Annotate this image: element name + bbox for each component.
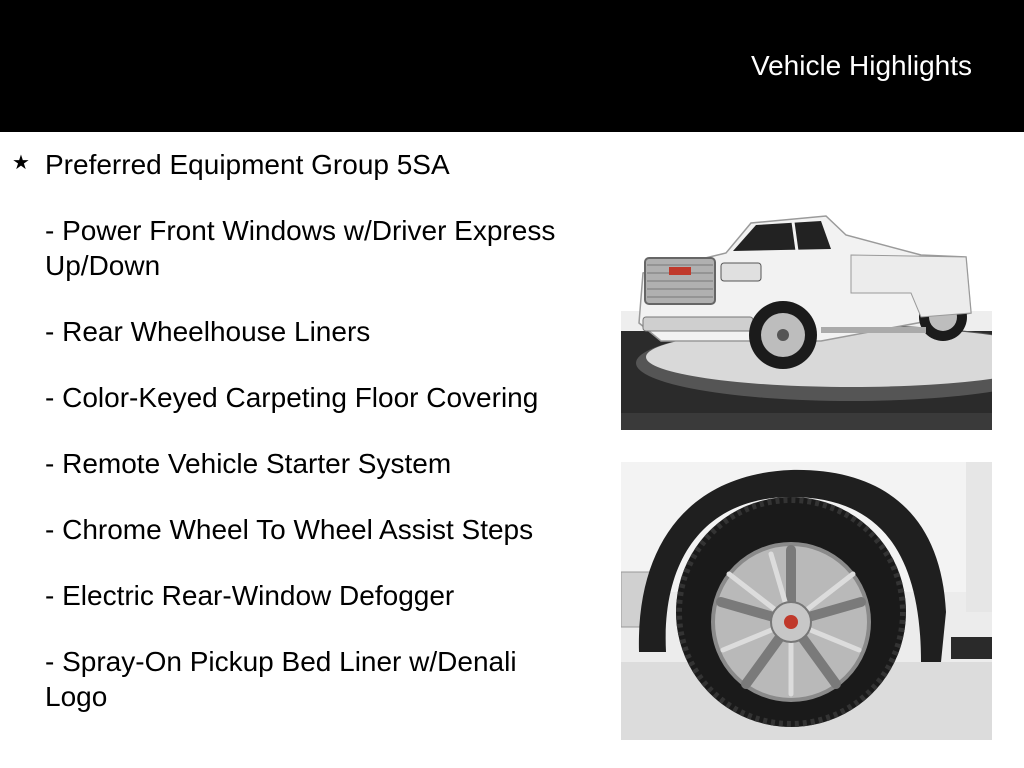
list-item: - Chrome Wheel To Wheel Assist Steps bbox=[45, 514, 534, 545]
highlights-list bbox=[45, 147, 585, 745]
wheel-photo bbox=[621, 462, 992, 740]
list-item: Preferred Equipment Group 5SA bbox=[45, 149, 450, 180]
list-item: - Spray-On Pickup Bed Liner w/Denali Logo bbox=[45, 646, 517, 712]
list-item: - Color-Keyed Carpeting Floor Covering bbox=[45, 382, 539, 413]
star-icon: ★ bbox=[12, 152, 30, 174]
truck-illustration bbox=[621, 213, 992, 430]
list-item: - Remote Vehicle Starter System bbox=[45, 448, 452, 479]
truck-photo bbox=[621, 213, 992, 430]
list-item: - Power Front Windows w/Driver Express Up/Down bbox=[45, 215, 556, 281]
header-bar bbox=[0, 0, 1024, 132]
list-item: - Electric Rear-Window Defogger bbox=[45, 580, 455, 611]
list-item: - Rear Wheelhouse Liners bbox=[45, 316, 371, 347]
page-title: Vehicle Highlights bbox=[750, 50, 972, 81]
wheel-illustration bbox=[621, 462, 992, 740]
